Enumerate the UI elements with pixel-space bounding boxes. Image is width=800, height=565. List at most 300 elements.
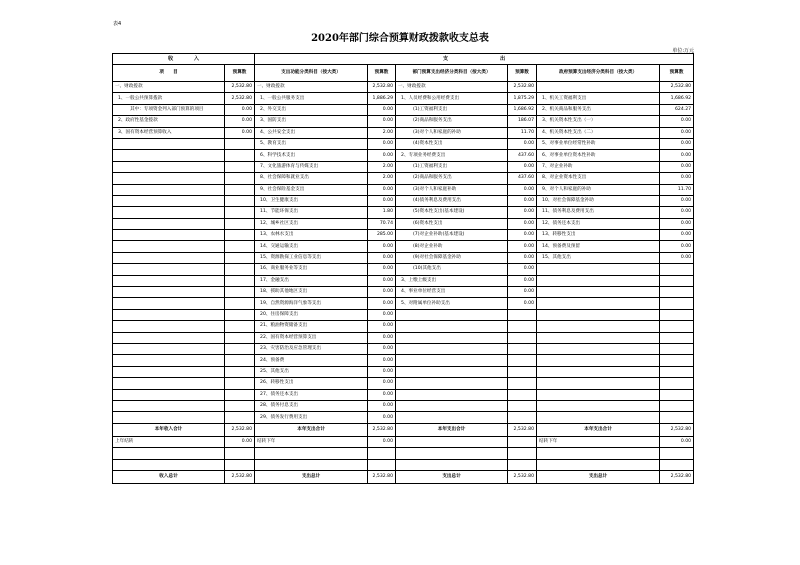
empty-cell — [113, 264, 225, 275]
gov-item-value: 0.00 — [660, 150, 694, 161]
empty-cell — [537, 389, 660, 400]
empty-cell — [113, 378, 225, 389]
empty-cell — [537, 412, 660, 423]
func-item-label: 一、财政拨款 — [255, 82, 368, 93]
dept-item-label: (2)商品和服务支出 — [396, 116, 508, 127]
empty-cell — [508, 459, 537, 470]
empty-cell — [660, 355, 694, 366]
func-item-label: 1、一般公共服务支出 — [255, 93, 368, 104]
empty-cell — [660, 459, 694, 470]
empty-cell — [396, 343, 508, 354]
empty-cell — [396, 321, 508, 332]
gov-item-label: 7、对企业补助 — [537, 161, 660, 172]
gov-item-label: 14、预备费及预留 — [537, 241, 660, 252]
dept-item-value: 0.00 — [508, 207, 537, 218]
empty-cell — [225, 207, 255, 218]
empty-cell — [225, 309, 255, 320]
gov-item-label: 8、对企业资本性支出 — [537, 173, 660, 184]
func-item-value: 0.00 — [368, 355, 396, 366]
dept-item-value: 0.00 — [508, 218, 537, 229]
income-item-label: 1、一般公共预算拨款 — [113, 93, 225, 104]
table-row — [113, 287, 694, 298]
func-item-label: 14、交通运输支出 — [255, 241, 368, 252]
gov-item-label: 3、机关资本性支出（一） — [537, 116, 660, 127]
table-row — [113, 400, 694, 411]
func-item-label: 29、债务发行费用支出 — [255, 412, 368, 423]
empty-cell — [537, 343, 660, 354]
income-year-value: 2,532.80 — [225, 423, 255, 436]
empty-cell — [660, 275, 694, 286]
gov-item-label: 10、对社会保障基金补助 — [537, 195, 660, 206]
gov-item-label: 9、对个人和家庭的补助 — [537, 184, 660, 195]
empty-cell — [396, 389, 508, 400]
empty-cell — [660, 309, 694, 320]
dept-item-label: (6)资本性支出 — [396, 218, 508, 229]
empty-cell — [508, 366, 537, 377]
gov-item-value: 0.00 — [660, 195, 694, 206]
func-item-value: 0.00 — [368, 116, 396, 127]
empty-cell — [396, 400, 508, 411]
empty-cell — [225, 161, 255, 172]
func-item-label: 4、公共安全支出 — [255, 127, 368, 138]
empty-cell — [225, 400, 255, 411]
empty-cell — [225, 343, 255, 354]
table-row — [113, 82, 694, 93]
income-total-value: 2,532.80 — [225, 470, 255, 483]
gov-item-label: 1、机关工资福利支出 — [537, 93, 660, 104]
income-item-label: 一、财政拨款 — [113, 82, 225, 93]
empty-cell — [537, 459, 660, 470]
dept-item-label: (8)对企业补助 — [396, 241, 508, 252]
gov-item-label: 13、转移性支出 — [537, 230, 660, 241]
table-row — [113, 241, 694, 252]
dept-item-label: (9)对社会保障基金补助 — [396, 252, 508, 263]
income-item-value: 2,532.80 — [225, 82, 255, 93]
empty-cell — [660, 412, 694, 423]
empty-cell — [537, 366, 660, 377]
carry-out-label: 结转下年 — [537, 436, 660, 447]
dept-item-value: 1,686.92 — [508, 104, 537, 115]
table-row — [113, 184, 694, 195]
func-item-value: 0.00 — [368, 378, 396, 389]
func-item-value: 2,532.80 — [368, 82, 396, 93]
table-row — [113, 355, 694, 366]
income-year-label: 本年收入合计 — [113, 423, 225, 436]
dept-item-value: 0.00 — [508, 161, 537, 172]
empty-cell — [113, 309, 225, 320]
empty-cell — [508, 400, 537, 411]
exp-total-label: 支出总计 — [396, 470, 508, 483]
table-row — [113, 378, 694, 389]
dept-item-label: (10)其他支出 — [396, 264, 508, 275]
col-budget-header: 预算数 — [660, 65, 694, 82]
col-item-header: 项 目 — [113, 65, 225, 82]
col-budget-header: 预算数 — [368, 65, 396, 82]
func-item-value: 2.00 — [368, 127, 396, 138]
gov-item-value: 624.27 — [660, 104, 694, 115]
dept-item-label: (5)资本性支出(基本建设) — [396, 207, 508, 218]
carry-out-label: 结转下年 — [255, 436, 368, 447]
func-item-label: 22、国有资本经营预算支出 — [255, 332, 368, 343]
empty-cell — [508, 436, 537, 447]
dept-item-label: 2、专项业务经费支出 — [396, 150, 508, 161]
empty-cell — [225, 252, 255, 263]
empty-cell — [225, 195, 255, 206]
dept-item-label: 5、对附属单位补助支出 — [396, 298, 508, 309]
empty-cell — [396, 332, 508, 343]
func-item-value: 0.00 — [368, 241, 396, 252]
dept-item-value: 0.00 — [508, 195, 537, 206]
carry-in-value: 0.00 — [225, 436, 255, 447]
empty-cell — [113, 161, 225, 172]
empty-cell — [113, 332, 225, 343]
empty-cell — [225, 241, 255, 252]
func-item-value: 0.00 — [368, 412, 396, 423]
table-row — [113, 93, 694, 104]
exp-year-label: 本年支出合计 — [537, 423, 660, 436]
dept-item-label: (7)对企业补助(基本建设) — [396, 230, 508, 241]
func-item-label: 26、转移性支出 — [255, 378, 368, 389]
func-item-value: 0.00 — [368, 321, 396, 332]
table-row — [113, 230, 694, 241]
dept-item-value: 11.70 — [508, 127, 537, 138]
empty-cell — [396, 378, 508, 389]
table-row — [113, 173, 694, 184]
dept-item-label: (3)对个人和家庭补助 — [396, 184, 508, 195]
gov-item-value: 0.00 — [660, 127, 694, 138]
empty-cell — [537, 309, 660, 320]
func-item-label: 11、节能环保支出 — [255, 207, 368, 218]
dept-item-value: 0.00 — [508, 264, 537, 275]
carry-out-gov-value: 0.00 — [660, 436, 694, 447]
empty-cell — [660, 366, 694, 377]
func-item-label: 7、文化旅游体育与传媒支出 — [255, 161, 368, 172]
gov-item-label — [537, 82, 660, 93]
gov-item-value: 0.00 — [660, 161, 694, 172]
func-item-label: 25、其他支出 — [255, 366, 368, 377]
empty-cell — [660, 448, 694, 459]
income-total-label: 收入总计 — [113, 470, 225, 483]
empty-cell — [113, 252, 225, 263]
dept-item-value: 0.00 — [508, 241, 537, 252]
empty-cell — [537, 378, 660, 389]
dept-item-value: 0.00 — [508, 138, 537, 149]
empty-cell — [396, 459, 508, 470]
dept-item-value: 0.00 — [508, 275, 537, 286]
table-row — [113, 309, 694, 320]
empty-cell — [537, 264, 660, 275]
col-gov-header: 政府预算支出经济分类科目（按大类） — [537, 65, 660, 82]
dept-item-value: 437.60 — [508, 173, 537, 184]
dept-item-label: (3)对个人和家庭的补助 — [396, 127, 508, 138]
empty-cell — [537, 355, 660, 366]
empty-cell — [537, 275, 660, 286]
grand-total-row — [113, 470, 694, 483]
budget-summary-table — [112, 53, 694, 484]
func-item-label: 28、债务付息支出 — [255, 400, 368, 411]
func-item-label: 27、债务还本支出 — [255, 389, 368, 400]
empty-cell — [225, 298, 255, 309]
empty-cell — [225, 448, 255, 459]
dept-item-label: 3、上缴上级支出 — [396, 275, 508, 286]
dept-item-value: 0.00 — [508, 230, 537, 241]
gov-item-label: 6、对事业单位资本性补助 — [537, 150, 660, 161]
dept-total-value: 2,532.80 — [508, 470, 537, 483]
empty-cell — [396, 309, 508, 320]
income-item-value: 0.00 — [225, 116, 255, 127]
table-row — [113, 412, 694, 423]
dept-item-label: (1)工资福利支出 — [396, 104, 508, 115]
empty-cell — [113, 195, 225, 206]
table-row — [113, 332, 694, 343]
empty-cell — [225, 287, 255, 298]
dept-item-value: 437.60 — [508, 150, 537, 161]
page-title: 2020年部门综合预算财政拨款收支总表 — [311, 33, 489, 44]
exp-total-label: 支出总计 — [537, 470, 660, 483]
gov-item-value: 0.00 — [660, 252, 694, 263]
table-row — [113, 343, 694, 354]
table-row — [113, 116, 694, 127]
empty-cell — [660, 264, 694, 275]
table-row — [113, 161, 694, 172]
empty-cell — [225, 150, 255, 161]
gov-item-value: 1,686.92 — [660, 93, 694, 104]
empty-cell — [113, 207, 225, 218]
empty-cell — [660, 343, 694, 354]
empty-cell — [225, 378, 255, 389]
dept-item-value: 2,532.80 — [508, 82, 537, 93]
empty-cell — [225, 389, 255, 400]
empty-cell — [113, 241, 225, 252]
table-row — [113, 150, 694, 161]
empty-cell — [537, 298, 660, 309]
func-item-value: 0.00 — [368, 400, 396, 411]
gov-item-value: 2,532.80 — [660, 82, 694, 93]
empty-cell — [508, 309, 537, 320]
func-item-label: 10、卫生健康支出 — [255, 195, 368, 206]
func-item-value: 0.00 — [368, 343, 396, 354]
empty-cell — [225, 138, 255, 149]
empty-cell — [225, 332, 255, 343]
func-item-value: 70.74 — [368, 218, 396, 229]
empty-cell — [225, 321, 255, 332]
empty-cell — [113, 173, 225, 184]
func-item-value: 0.00 — [368, 287, 396, 298]
empty-cell — [508, 332, 537, 343]
empty-cell — [113, 389, 225, 400]
func-item-label: 17、金融支出 — [255, 275, 368, 286]
empty-cell — [396, 436, 508, 447]
empty-cell — [368, 448, 396, 459]
gov-year-value: 2,532.80 — [660, 423, 694, 436]
col-func-header: 支出功能分类科目（按大类） — [255, 65, 368, 82]
empty-cell — [113, 343, 225, 354]
dept-item-value: 186.07 — [508, 116, 537, 127]
func-item-label: 20、住房保障支出 — [255, 309, 368, 320]
empty-cell — [255, 448, 368, 459]
gov-item-value: 0.00 — [660, 207, 694, 218]
empty-cell — [225, 230, 255, 241]
income-item-label: 其中：专项资金列入部门预算的项目 — [113, 104, 225, 115]
table-row — [113, 275, 694, 286]
gov-item-label: 4、机关资本性支出（二） — [537, 127, 660, 138]
func-item-label: 16、商业服务业等支出 — [255, 264, 368, 275]
dept-item-label: 1、人员经费和公用经费支出 — [396, 93, 508, 104]
income-item-label: 3、国有资本经营预算收入 — [113, 127, 225, 138]
table-row — [113, 195, 694, 206]
dept-item-value: 0.00 — [508, 287, 537, 298]
func-item-value: 0.00 — [368, 252, 396, 263]
gov-item-value: 0.00 — [660, 230, 694, 241]
func-item-value: 2.00 — [368, 173, 396, 184]
table-row — [113, 218, 694, 229]
empty-cell — [660, 287, 694, 298]
empty-cell — [537, 287, 660, 298]
dept-year-value: 2,532.80 — [508, 423, 537, 436]
func-item-label: 13、农林水支出 — [255, 230, 368, 241]
func-item-label: 3、国防支出 — [255, 116, 368, 127]
dept-item-value: 0.00 — [508, 298, 537, 309]
empty-cell — [225, 459, 255, 470]
empty-cell — [508, 448, 537, 459]
empty-cell — [537, 332, 660, 343]
empty-cell — [508, 321, 537, 332]
func-item-value: 1,886.29 — [368, 93, 396, 104]
empty-cell — [225, 275, 255, 286]
empty-cell — [113, 218, 225, 229]
dept-item-value: 0.00 — [508, 184, 537, 195]
empty-cell — [113, 366, 225, 377]
empty-cell — [660, 378, 694, 389]
func-item-value: 0.00 — [368, 298, 396, 309]
func-item-value: 2.00 — [368, 161, 396, 172]
empty-cell — [396, 366, 508, 377]
func-item-label: 6、科学技术支出 — [255, 150, 368, 161]
gov-item-value: 0.00 — [660, 138, 694, 149]
empty-cell — [225, 366, 255, 377]
empty-cell — [225, 184, 255, 195]
func-item-label: 9、社会保险基金支出 — [255, 184, 368, 195]
empty-cell — [537, 448, 660, 459]
empty-cell — [508, 412, 537, 423]
empty-cell — [537, 321, 660, 332]
empty-cell — [660, 389, 694, 400]
table-row — [113, 104, 694, 115]
empty-cell — [537, 400, 660, 411]
func-item-value: 1.80 — [368, 207, 396, 218]
table-row — [113, 252, 694, 263]
col-budget-header: 预算数 — [225, 65, 255, 82]
empty-cell — [113, 184, 225, 195]
gov-item-label: 12、债务还本支出 — [537, 218, 660, 229]
func-item-label: 23、灾害防治及应急管理支出 — [255, 343, 368, 354]
gov-item-label: 5、对事业单位经常性补助 — [537, 138, 660, 149]
empty-cell — [113, 448, 225, 459]
empty-cell — [113, 459, 225, 470]
gov-item-label: 15、其他支出 — [537, 252, 660, 263]
empty-cell — [660, 400, 694, 411]
empty-cell — [660, 298, 694, 309]
income-item-value: 2,532.80 — [225, 93, 255, 104]
gov-item-value: 0.00 — [660, 218, 694, 229]
carry-in-label: 上年结转 — [113, 436, 225, 447]
empty-cell — [396, 355, 508, 366]
table-row — [113, 389, 694, 400]
empty-cell — [508, 389, 537, 400]
dept-item-label: 4、事业单位经营支出 — [396, 287, 508, 298]
table-row — [113, 366, 694, 377]
dept-item-label: 一、财政拨款 — [396, 82, 508, 93]
empty-cell — [225, 264, 255, 275]
func-item-value: 0.00 — [368, 104, 396, 115]
func-item-value: 0.00 — [368, 309, 396, 320]
dept-item-label: (4)资本性支出 — [396, 138, 508, 149]
dept-item-label: (4)债务利息及费用支出 — [396, 195, 508, 206]
table-row — [113, 264, 694, 275]
unit-label: 单位:万元 — [672, 48, 694, 54]
func-item-value: 0.00 — [368, 150, 396, 161]
func-year-value: 2,532.80 — [368, 423, 396, 436]
empty-cell — [255, 459, 368, 470]
income-item-value: 0.00 — [225, 104, 255, 115]
empty-cell — [113, 150, 225, 161]
dept-item-value: 0.00 — [508, 252, 537, 263]
func-item-label: 18、援助其他地区支出 — [255, 287, 368, 298]
func-item-value: 285.00 — [368, 230, 396, 241]
empty-cell — [225, 412, 255, 423]
func-item-value: 0.00 — [368, 184, 396, 195]
empty-cell — [508, 355, 537, 366]
carry-row — [113, 436, 694, 447]
gov-item-value: 11.70 — [660, 184, 694, 195]
empty-cell — [660, 332, 694, 343]
func-item-value: 0.00 — [368, 389, 396, 400]
income-item-value: 0.00 — [225, 127, 255, 138]
empty-cell — [113, 321, 225, 332]
empty-cell — [508, 378, 537, 389]
corner-mark: 表4 — [113, 21, 122, 27]
func-item-value: 0.00 — [368, 264, 396, 275]
blank-row — [113, 459, 694, 470]
func-item-label: 8、社会保障和就业支出 — [255, 173, 368, 184]
table-row — [113, 321, 694, 332]
gov-item-value: 0.00 — [660, 116, 694, 127]
empty-cell — [396, 412, 508, 423]
exp-year-label: 本年支出合计 — [396, 423, 508, 436]
gov-total-value: 2,532.80 — [660, 470, 694, 483]
empty-cell — [113, 138, 225, 149]
empty-cell — [113, 412, 225, 423]
income-item-label: 2、政府性基金拨款 — [113, 116, 225, 127]
func-total-value: 2,532.80 — [368, 470, 396, 483]
gov-item-label: 11、债务利息及费用支出 — [537, 207, 660, 218]
empty-cell — [660, 321, 694, 332]
empty-cell — [225, 218, 255, 229]
dept-item-label: (2)商品和服务支出 — [396, 173, 508, 184]
empty-cell — [113, 355, 225, 366]
exp-total-label: 支出总计 — [255, 470, 368, 483]
dept-item-value: 1,875.29 — [508, 93, 537, 104]
table-row — [113, 127, 694, 138]
func-item-value: 0.00 — [368, 332, 396, 343]
func-item-label: 24、预备费 — [255, 355, 368, 366]
empty-cell — [113, 275, 225, 286]
func-item-value: 0.00 — [368, 195, 396, 206]
func-item-label: 2、外交支出 — [255, 104, 368, 115]
empty-cell — [225, 173, 255, 184]
expenditure-header: 支 出 — [255, 54, 694, 65]
income-header: 收 入 — [113, 54, 255, 65]
